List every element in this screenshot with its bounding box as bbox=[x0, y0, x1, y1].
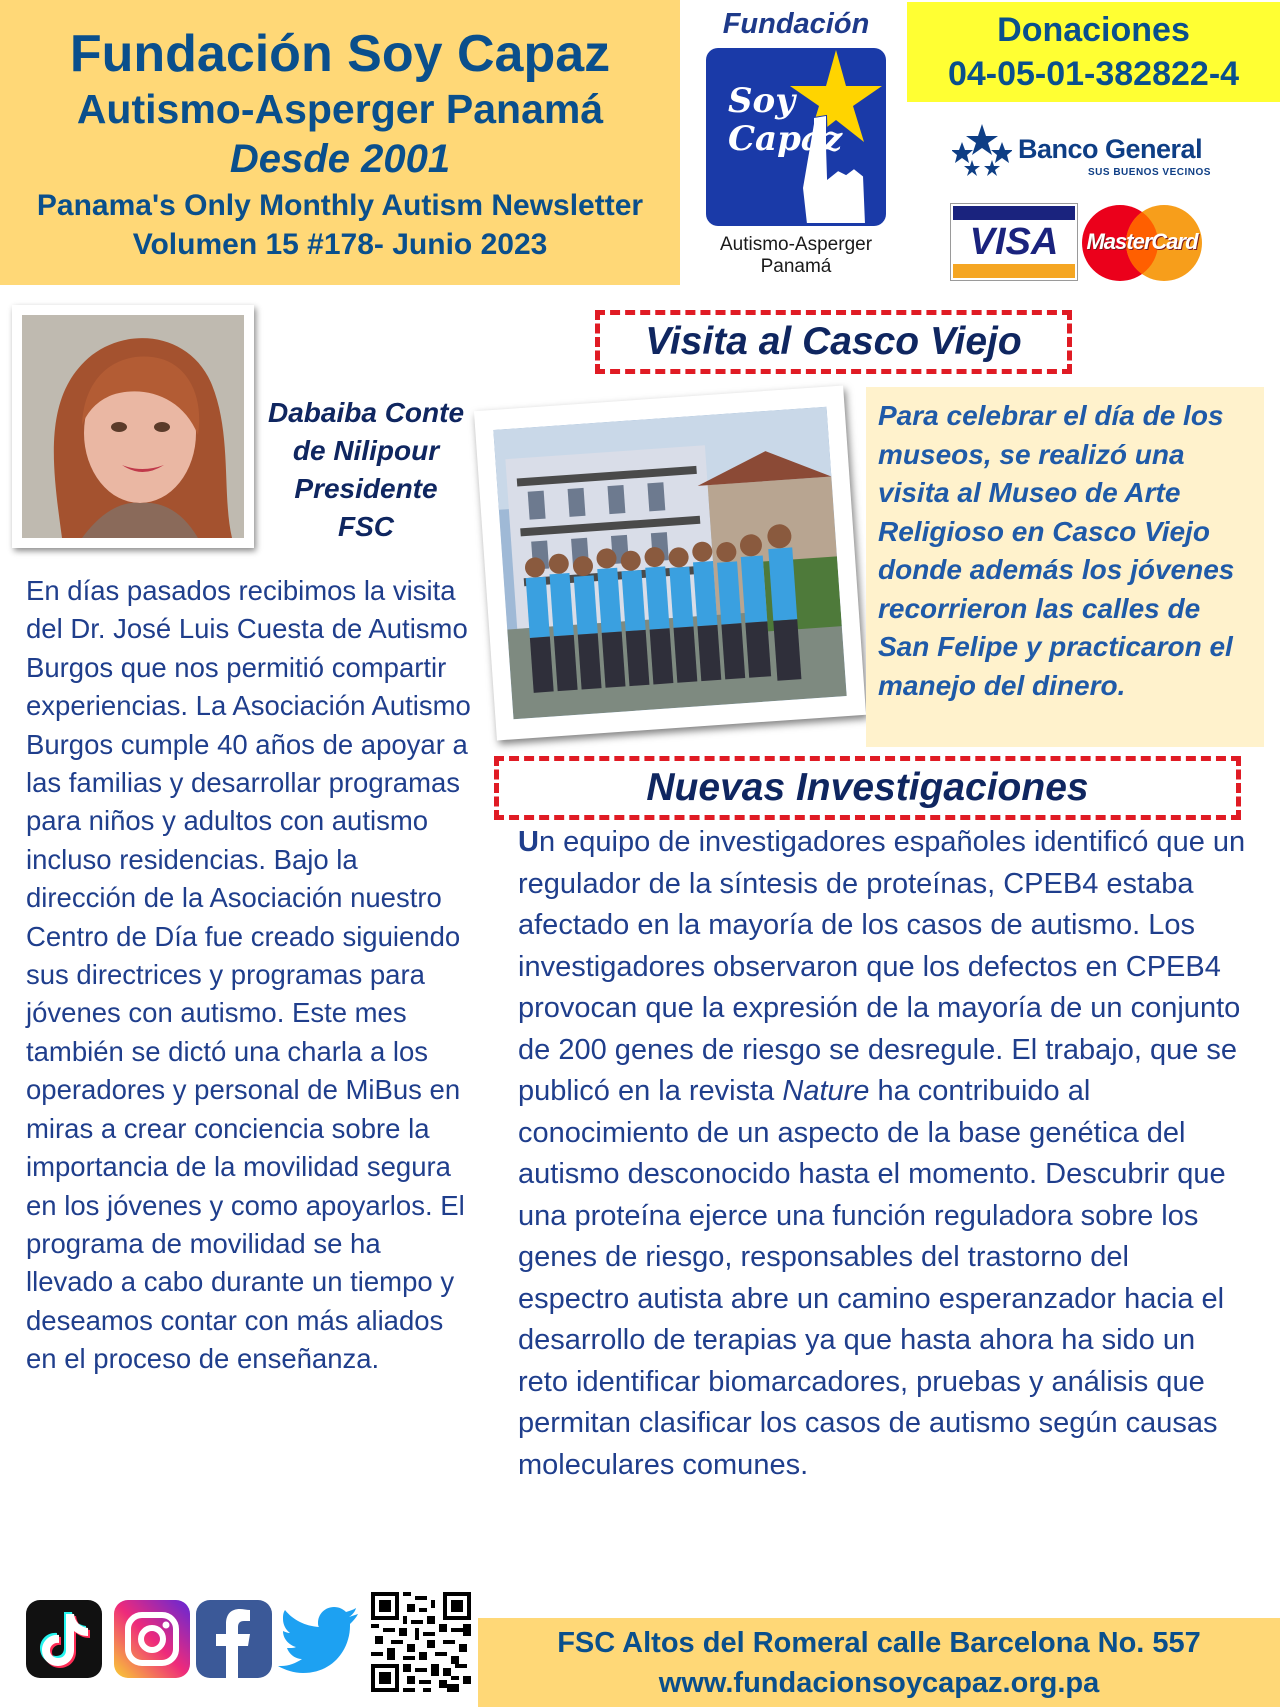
qr-code-icon[interactable] bbox=[371, 1592, 471, 1692]
president-photo bbox=[12, 305, 254, 548]
research-text-part1: n equipo de investigadores españoles identificó que un regulador de la síntesis de proteínas, CPEB4 estaba afectado en la mayoría de los casos de autismo. Los investigadores observaron que los defectos en CPEB4 provocan que la expresión de la mayoría de un conjunto de 200 genes de riesgo se desregule. El trabajo, que se publicó en la revista bbox=[518, 826, 1246, 1107]
logo-emblem bbox=[706, 48, 886, 226]
research-heading: Nuevas Investigaciones bbox=[494, 756, 1241, 820]
logo-wordmark: Soy Capaz bbox=[728, 81, 843, 159]
visit-heading: Visita al Casco Viejo bbox=[595, 310, 1072, 374]
issue-number: Volumen 15 #178- Junio 2023 bbox=[132, 228, 548, 261]
newsletter-tagline: Panama's Only Monthly Autism Newsletter bbox=[36, 189, 644, 222]
logo-subtitle: Autismo-Asperger Panamá bbox=[719, 234, 873, 277]
president-name: Dabaiba Conte de Nilipour Presidente FSC bbox=[267, 397, 465, 542]
visa-label: VISA bbox=[969, 221, 1059, 263]
twitter-icon[interactable] bbox=[278, 1600, 354, 1678]
footer-box bbox=[478, 1618, 1280, 1707]
bank-tagline: SUS BUENOS VECINOS bbox=[1088, 167, 1211, 178]
tiktok-icon[interactable] bbox=[26, 1600, 102, 1678]
logo-top-text: Fundación bbox=[722, 8, 870, 40]
research-article bbox=[518, 822, 1248, 1486]
drop-letter: U bbox=[518, 826, 539, 858]
since-year: Desde 2001 bbox=[229, 137, 451, 181]
visa-card-logo bbox=[950, 203, 1078, 281]
instagram-icon[interactable] bbox=[114, 1600, 190, 1678]
donations-box bbox=[907, 2, 1280, 102]
newsletter-subtitle: Autismo-Asperger Panamá bbox=[76, 86, 604, 132]
donations-account: 04-05-01-382822-4 bbox=[947, 55, 1240, 93]
social-icons bbox=[26, 1600, 476, 1690]
bank-name: Banco General bbox=[1018, 134, 1203, 164]
visit-description: Para celebrar el día de los museos, se realizó una visita al Museo de Arte Religioso en Casco Viejo donde además los jóvenes recorrieron las calles de San Felipe y practicaron el manejo del dinero. bbox=[866, 387, 1264, 747]
masthead bbox=[0, 0, 680, 285]
donations-label: Donaciones bbox=[997, 11, 1190, 49]
portrait-photo-icon bbox=[22, 315, 244, 538]
footer-address: FSC Altos del Romeral calle Barcelona No. 557 bbox=[557, 1627, 1201, 1659]
bank-logo bbox=[952, 120, 1212, 180]
newsletter-title: Fundación Soy Capaz bbox=[69, 25, 611, 83]
bank-stars-icon bbox=[952, 122, 1012, 178]
president-article: En días pasados recibimos la visita del Dr. José Luis Cuesta de Autismo Burgos que nos permitió compartir experiencias. La Asociación Autismo Burgos cumple 40 años de apoyar a las familias y desarrollar programas para niños y adultos con autismo incluso residencias. Bajo la dirección de la Asociación nuestro Centro de Día fue creado siguiendo sus directrices y programas para jóvenes con autismo. Este mes también se dictó una charla a los operadores y personal de MiBus en miras a crear conciencia sobre la importancia de la movilidad segura en los jóvenes y como apoyarlos. El programa de movilidad se ha llevado a cabo durante un tiempo y deseamos contar con más aliados en el proceso de enseñanza. bbox=[26, 575, 471, 1375]
foundation-logo bbox=[686, 0, 906, 290]
mastercard-logo bbox=[1078, 204, 1206, 282]
research-text-part2: ha contribuido al conocimiento de un aspecto de la base genética del autismo desconocido hasta el momento. Descubrir que una proteína ejerce una función reguladora sobre los genes de riesgo, responsables del trastorno del espectro autista abre un camino esperanzador hacia el desarrollo de terapias ya que hasta ahora ha sido un reto identificar biomarcadores, pruebas y análisis que permitan clasificar los casos de autismo según causas moleculares comunes. bbox=[518, 1075, 1226, 1481]
visit-photo bbox=[474, 385, 866, 740]
group-photo-icon bbox=[493, 407, 846, 720]
facebook-icon[interactable] bbox=[196, 1600, 272, 1678]
footer-website[interactable]: www.fundacionsoycapaz.org.pa bbox=[658, 1667, 1100, 1699]
journal-name: Nature bbox=[782, 1075, 870, 1107]
mastercard-label: MasterCard bbox=[1086, 229, 1198, 254]
